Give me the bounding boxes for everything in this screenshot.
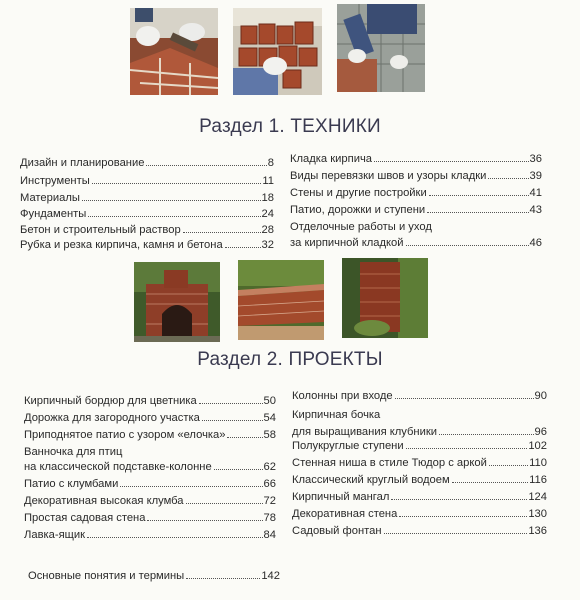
leader-dots (186, 503, 263, 504)
page-number: 28 (261, 224, 274, 236)
toc-entry[interactable]: Бетон и строительный раствор 28 (20, 224, 274, 236)
page-number: 84 (263, 529, 276, 541)
leader-dots (452, 482, 529, 483)
page-number: 136 (528, 525, 547, 537)
page-number: 46 (529, 237, 542, 249)
toc-entry[interactable]: Кирпичная бочка для выращивания клубники 96 (292, 409, 547, 438)
page-number: 36 (529, 153, 542, 165)
page-number: 78 (263, 512, 276, 524)
toc-entry[interactable]: Декоративная высокая клумба 72 (24, 495, 276, 507)
page-number: 43 (529, 204, 542, 216)
leader-dots (406, 245, 529, 246)
leader-dots (395, 398, 534, 399)
toc-entry[interactable]: Классический круглый водоем 116 (292, 474, 547, 486)
toc-entry[interactable]: Стенная ниша в стиле Тюдор с аркой 110 (292, 457, 547, 469)
leader-dots (88, 216, 260, 217)
page-number: 116 (529, 474, 547, 486)
toc-entry[interactable]: Колонны при входе 90 (292, 390, 547, 402)
photo-brick-column (342, 258, 428, 338)
page-number: 102 (528, 440, 547, 452)
page-number: 130 (528, 508, 547, 520)
toc-entry[interactable]: Дорожка для загородного участка 54 (24, 412, 276, 424)
toc-entry[interactable]: Декоративная стена 130 (292, 508, 547, 520)
toc-entry[interactable]: Материалы 18 (20, 192, 274, 204)
page-number: 54 (263, 412, 276, 424)
photo-bricklaying-gloves (130, 8, 218, 95)
page-number: 110 (529, 457, 547, 469)
page-number: 18 (261, 192, 274, 204)
toc-entry[interactable]: Садовый фонтан 136 (292, 525, 547, 537)
toc-entry[interactable]: Простая садовая стена 78 (24, 512, 276, 524)
leader-dots (429, 195, 529, 196)
toc-entry[interactable]: Инструменты 11 (20, 175, 274, 187)
leader-dots (399, 516, 527, 517)
toc-entry[interactable]: Кирпичный мангал 124 (292, 491, 547, 503)
toc-entry[interactable]: Лавка-ящик 84 (24, 529, 276, 541)
leader-dots (183, 232, 261, 233)
page-number: 11 (262, 175, 274, 187)
page-number: 50 (263, 395, 276, 407)
leader-dots (488, 178, 528, 179)
page-number: 58 (263, 429, 276, 441)
toc-entry[interactable]: Ванночка для птиц на классической подставке-колонне 62 (24, 446, 276, 473)
page-number: 66 (263, 478, 276, 490)
page-number: 32 (261, 239, 274, 251)
section-2-heading: Раздел 2. ПРОЕКТЫ (197, 349, 383, 370)
toc-entry[interactable]: Патио с клумбами 66 (24, 478, 276, 490)
page-number: 41 (529, 187, 542, 199)
toc-entry[interactable]: Стены и другие постройки 41 (290, 187, 542, 199)
leader-dots (439, 434, 534, 435)
leader-dots (120, 486, 262, 487)
toc-entry[interactable]: Приподнятое патио с узором «елочка» 58 (24, 429, 276, 441)
photo-brick-oven (134, 262, 220, 342)
page-number: 62 (263, 461, 276, 473)
leader-dots (186, 578, 260, 579)
page-number: 142 (261, 570, 280, 582)
leader-dots (202, 420, 263, 421)
photo-paving-work (337, 4, 425, 92)
leader-dots (384, 533, 528, 534)
toc-entry-glossary[interactable]: Основные понятия и термины 142 (28, 570, 280, 582)
leader-dots (427, 212, 528, 213)
toc-entry[interactable]: Полукруглые ступени 102 (292, 440, 547, 452)
toc-entry[interactable]: Рубка и резка кирпича, камня и бетона 32 (20, 239, 274, 251)
leader-dots (214, 469, 263, 470)
leader-dots (225, 247, 261, 248)
toc-entry[interactable]: Патио, дорожки и ступени 43 (290, 204, 542, 216)
page-number: 72 (263, 495, 276, 507)
leader-dots (147, 520, 262, 521)
photo-garden-bench (238, 260, 324, 340)
photo-brick-stack (233, 8, 322, 95)
page-number: 39 (529, 170, 542, 182)
toc-entry[interactable]: Отделочные работы и уход за кирпичной кладкой 46 (290, 221, 542, 249)
leader-dots (227, 437, 262, 438)
leader-dots (146, 165, 266, 166)
section-1-heading: Раздел 1. ТЕХНИКИ (199, 116, 381, 137)
page-number: 90 (534, 390, 547, 402)
leader-dots (92, 183, 262, 184)
leader-dots (199, 403, 263, 404)
toc-entry[interactable]: Виды перевязки швов и узоры кладки 39 (290, 170, 542, 182)
page-number: 96 (534, 426, 547, 438)
leader-dots (374, 161, 529, 162)
leader-dots (489, 465, 528, 466)
toc-entry[interactable]: Кладка кирпича 36 (290, 153, 542, 165)
toc-entry[interactable]: Фундаменты 24 (20, 208, 274, 220)
leader-dots (82, 200, 261, 201)
leader-dots (87, 537, 263, 538)
page-number: 8 (267, 157, 274, 169)
leader-dots (406, 448, 528, 449)
leader-dots (391, 499, 527, 500)
toc-entry[interactable]: Дизайн и планирование 8 (20, 157, 274, 169)
toc-entry[interactable]: Кирпичный бордюр для цветника 50 (24, 395, 276, 407)
page-number: 124 (528, 491, 547, 503)
page-number: 24 (261, 208, 274, 220)
